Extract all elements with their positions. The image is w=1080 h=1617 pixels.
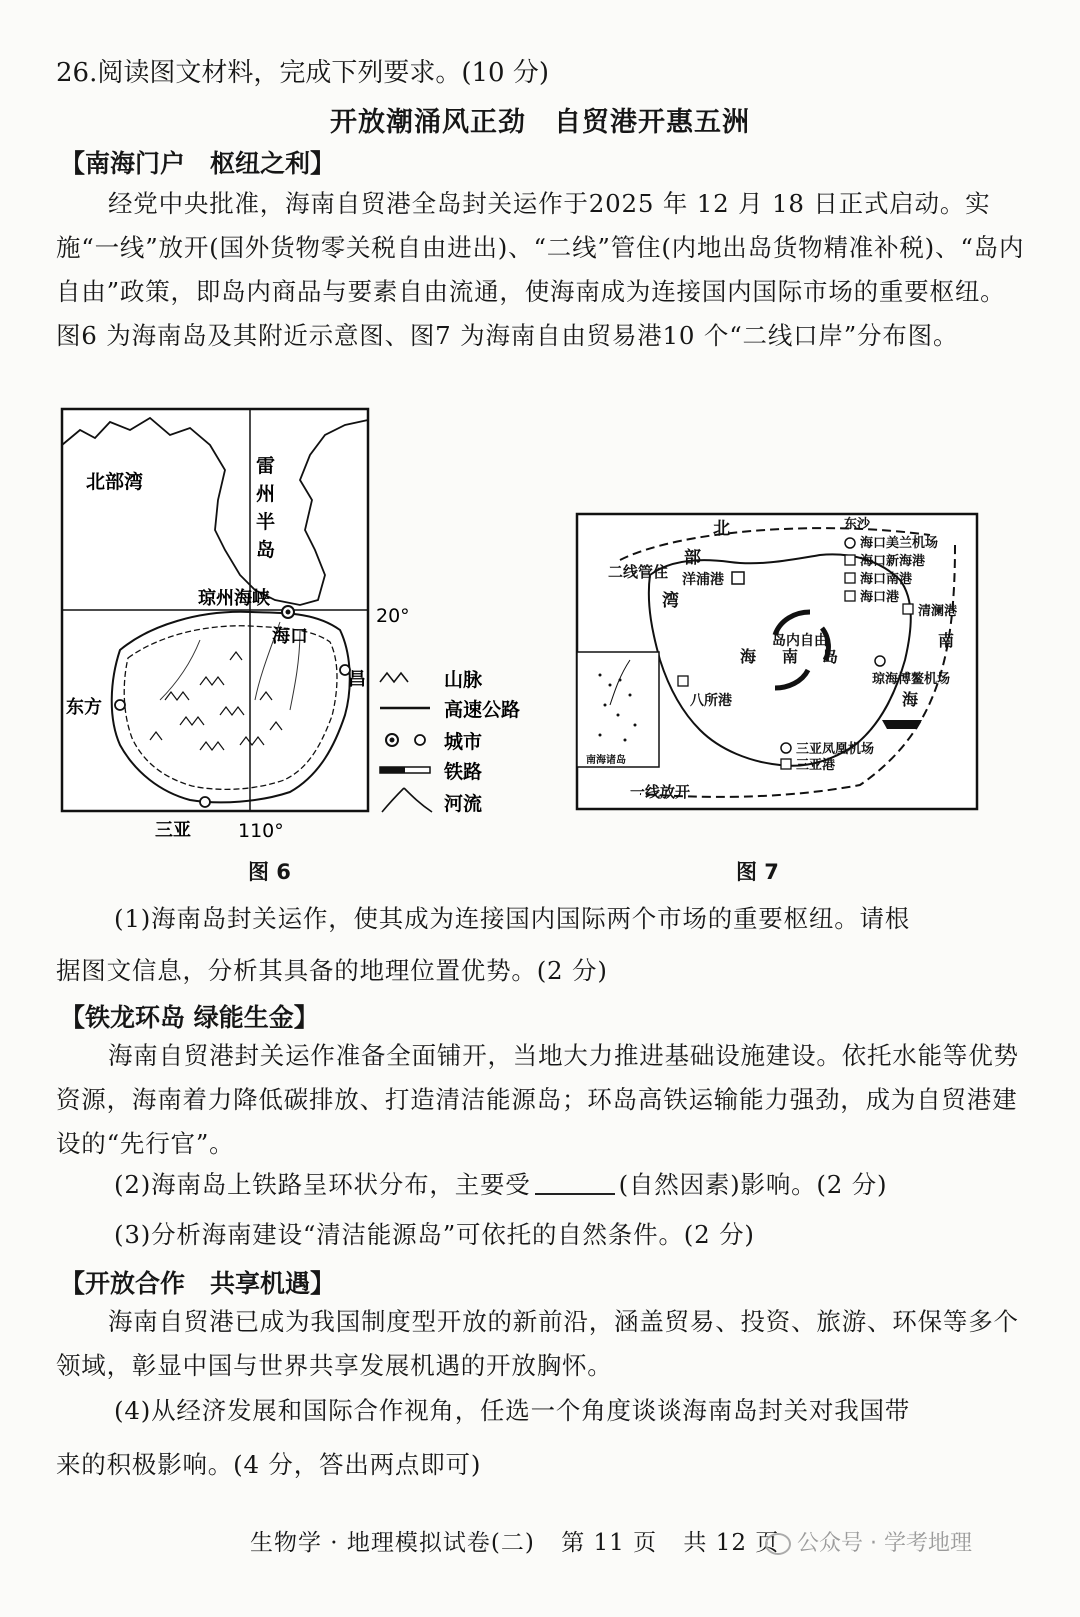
fig7-label-qinglan: 清澜港: [918, 604, 958, 619]
fig6-label-gulf: 北部湾: [86, 471, 144, 493]
fig6-label-lon: 110°: [238, 820, 284, 842]
figure-7-map: [560, 500, 990, 820]
fig7-label-inset: 南海诸岛: [586, 755, 626, 766]
question-4-line-1: (4)从经济发展和国际合作视角，任选一个角度谈谈海南岛封关对我国带: [114, 1396, 911, 1425]
port-icon: [845, 591, 855, 601]
fig7-label-island-free: 岛内自由: [772, 633, 828, 649]
section-paragraph-3: 海南自贸港已成为我国制度型开放的新前沿，涵盖贸易、投资、旅游、环保等多个领域，彰显中国与世界共享发展机遇的开放胸怀。: [56, 1307, 1019, 1380]
answer-blank[interactable]: [535, 1193, 615, 1195]
port-icon: [845, 555, 855, 565]
fig7-label-sanya-airport: 三亚凤凰机场: [796, 742, 875, 757]
port-icon: [781, 759, 791, 769]
ship-icon: [882, 720, 922, 729]
fig6-label-zhou: 州: [256, 483, 276, 505]
fig6-label-ban: 半: [256, 511, 276, 533]
fig7-label-yangpu: 洋浦港: [682, 572, 724, 588]
port-icon: [732, 572, 744, 584]
fig7-label-nan-center: 南: [782, 647, 799, 666]
figure-7-caption: 图 7: [736, 860, 779, 884]
question-2-before: (2)海南岛上铁路呈环状分布，主要受: [114, 1170, 531, 1199]
port-icon: [678, 676, 688, 686]
airport-icon: [875, 656, 885, 666]
port-icon: [903, 604, 913, 614]
fig6-label-dongfang: 东方: [66, 697, 102, 718]
watermark: [765, 1526, 972, 1557]
fig6-label-sanya: 三亚: [155, 820, 191, 841]
fig7-label-sanya-port: 三亚港: [796, 758, 836, 773]
fig7-label-basuo: 八所港: [690, 693, 732, 709]
footer-page: 第 11 页: [561, 1530, 658, 1556]
fig6-label-dao: 岛: [256, 539, 276, 561]
legend-label-mountain: 山脉: [444, 669, 483, 691]
fig7-label-yixian: 一线放开: [630, 783, 691, 801]
fig7-label-dongsha: 东沙: [844, 517, 871, 532]
fig6-label-lei: 雷: [256, 455, 276, 477]
fig6-label-haikou: 海口: [272, 626, 308, 647]
fig7-label-nan-right: 南: [938, 631, 955, 650]
fig7-label-hai-left: 海: [740, 647, 757, 666]
question-4-line-2: 来的积极影响。(4 分，答出两点即可): [56, 1450, 482, 1479]
question-2: [114, 1166, 887, 1201]
footer-total: 共 12 页: [683, 1530, 780, 1556]
legend-label-city: 城市: [444, 731, 483, 753]
footer-subject: 生物学 · 地理模拟试卷(二): [250, 1530, 535, 1556]
city-legend-icon: [415, 735, 425, 745]
question-1-line-1: (1)海南岛封关运作，使其成为连接国内国际两个市场的重要枢纽。请根: [114, 904, 911, 933]
watermark-text: 公众号 · 学考地理: [797, 1531, 972, 1556]
legend-label-river: 河流: [444, 793, 483, 815]
fig7-label-erxian: 二线管住: [608, 563, 669, 581]
fig7-label-boao: 琼海博鳌机场: [872, 672, 951, 687]
fig7-label-bei: 北: [713, 519, 730, 539]
section-heading-2: 【铁龙环岛 绿能生金】: [60, 1003, 319, 1032]
fig7-label-nangang: 海口南港: [860, 572, 913, 587]
question-title: 开放潮涌风正劲 自贸港开惠五洲: [330, 107, 750, 138]
section-paragraph-1: 经党中央批准，海南自贸港全岛封关运作于2025 年 12 月 18 日正式启动。实施“一线”放开(国外货物零关税自由进出)、“二线”管住(内地出岛货物精准补税)、“岛内自由”政策，即岛内商品与要素自由流通，使海南成为连接国内国际市场的重要枢纽。图6 为海南岛及其附近示意图、图7 为海南自由贸易港10 个“二线口岸”分布图。: [56, 189, 1025, 350]
question-3: (3)分析海南建设“清洁能源岛”可依托的自然条件。(2 分): [114, 1220, 755, 1249]
fig7-label-xingang: 海口新海港: [860, 554, 926, 569]
fig6-label-lat: 20°: [376, 605, 410, 627]
figure-6-map: [0, 400, 540, 850]
wechat-icon: [765, 1533, 791, 1555]
airport-icon: [781, 743, 791, 753]
fig6-label-chang: 昌: [348, 669, 366, 690]
airport-icon: [845, 538, 855, 548]
port-icon: [845, 573, 855, 583]
fig7-label-bu: 部: [684, 548, 701, 568]
fig6-legend: [380, 669, 520, 815]
river-legend-icon: [382, 788, 432, 812]
fig7-label-hai-right: 海: [902, 690, 919, 709]
question-2-after: (自然因素)影响。(2 分): [618, 1170, 888, 1199]
legend-label-railway: 铁路: [444, 761, 483, 783]
fig7-label-meilan: 海口美兰机场: [860, 536, 939, 551]
fig7-label-wan: 湾: [662, 591, 679, 611]
fig6-label-strait: 琼州海峡: [198, 588, 270, 609]
section-heading-3: 【开放合作 共享机遇】: [60, 1269, 336, 1298]
fig7-inset-box: [577, 652, 659, 767]
fig7-label-dao: 岛: [822, 647, 839, 666]
question-1-line-2: 据图文信息，分析其具备的地理位置优势。(2 分): [56, 956, 608, 985]
fig7-label-haikougang: 海口港: [860, 590, 900, 605]
page-footer: [250, 1524, 797, 1557]
section-paragraph-2: 海南自贸港封关运作准备全面铺开，当地大力推进基础设施建设。依托水能等优势资源，海南着力降低碳排放、打造清洁能源岛；环岛高铁运输能力强劲，成为自贸港建设的“先行官”。: [56, 1041, 1019, 1158]
legend-label-highway: 高速公路: [444, 699, 521, 721]
section-heading-1: 【南海门户 枢纽之利】: [60, 149, 336, 178]
mountain-legend-icon: [380, 673, 408, 682]
question-header: 26.阅读图文材料，完成下列要求。(10 分): [56, 58, 549, 88]
figure-6-caption: 图 6: [248, 860, 291, 884]
